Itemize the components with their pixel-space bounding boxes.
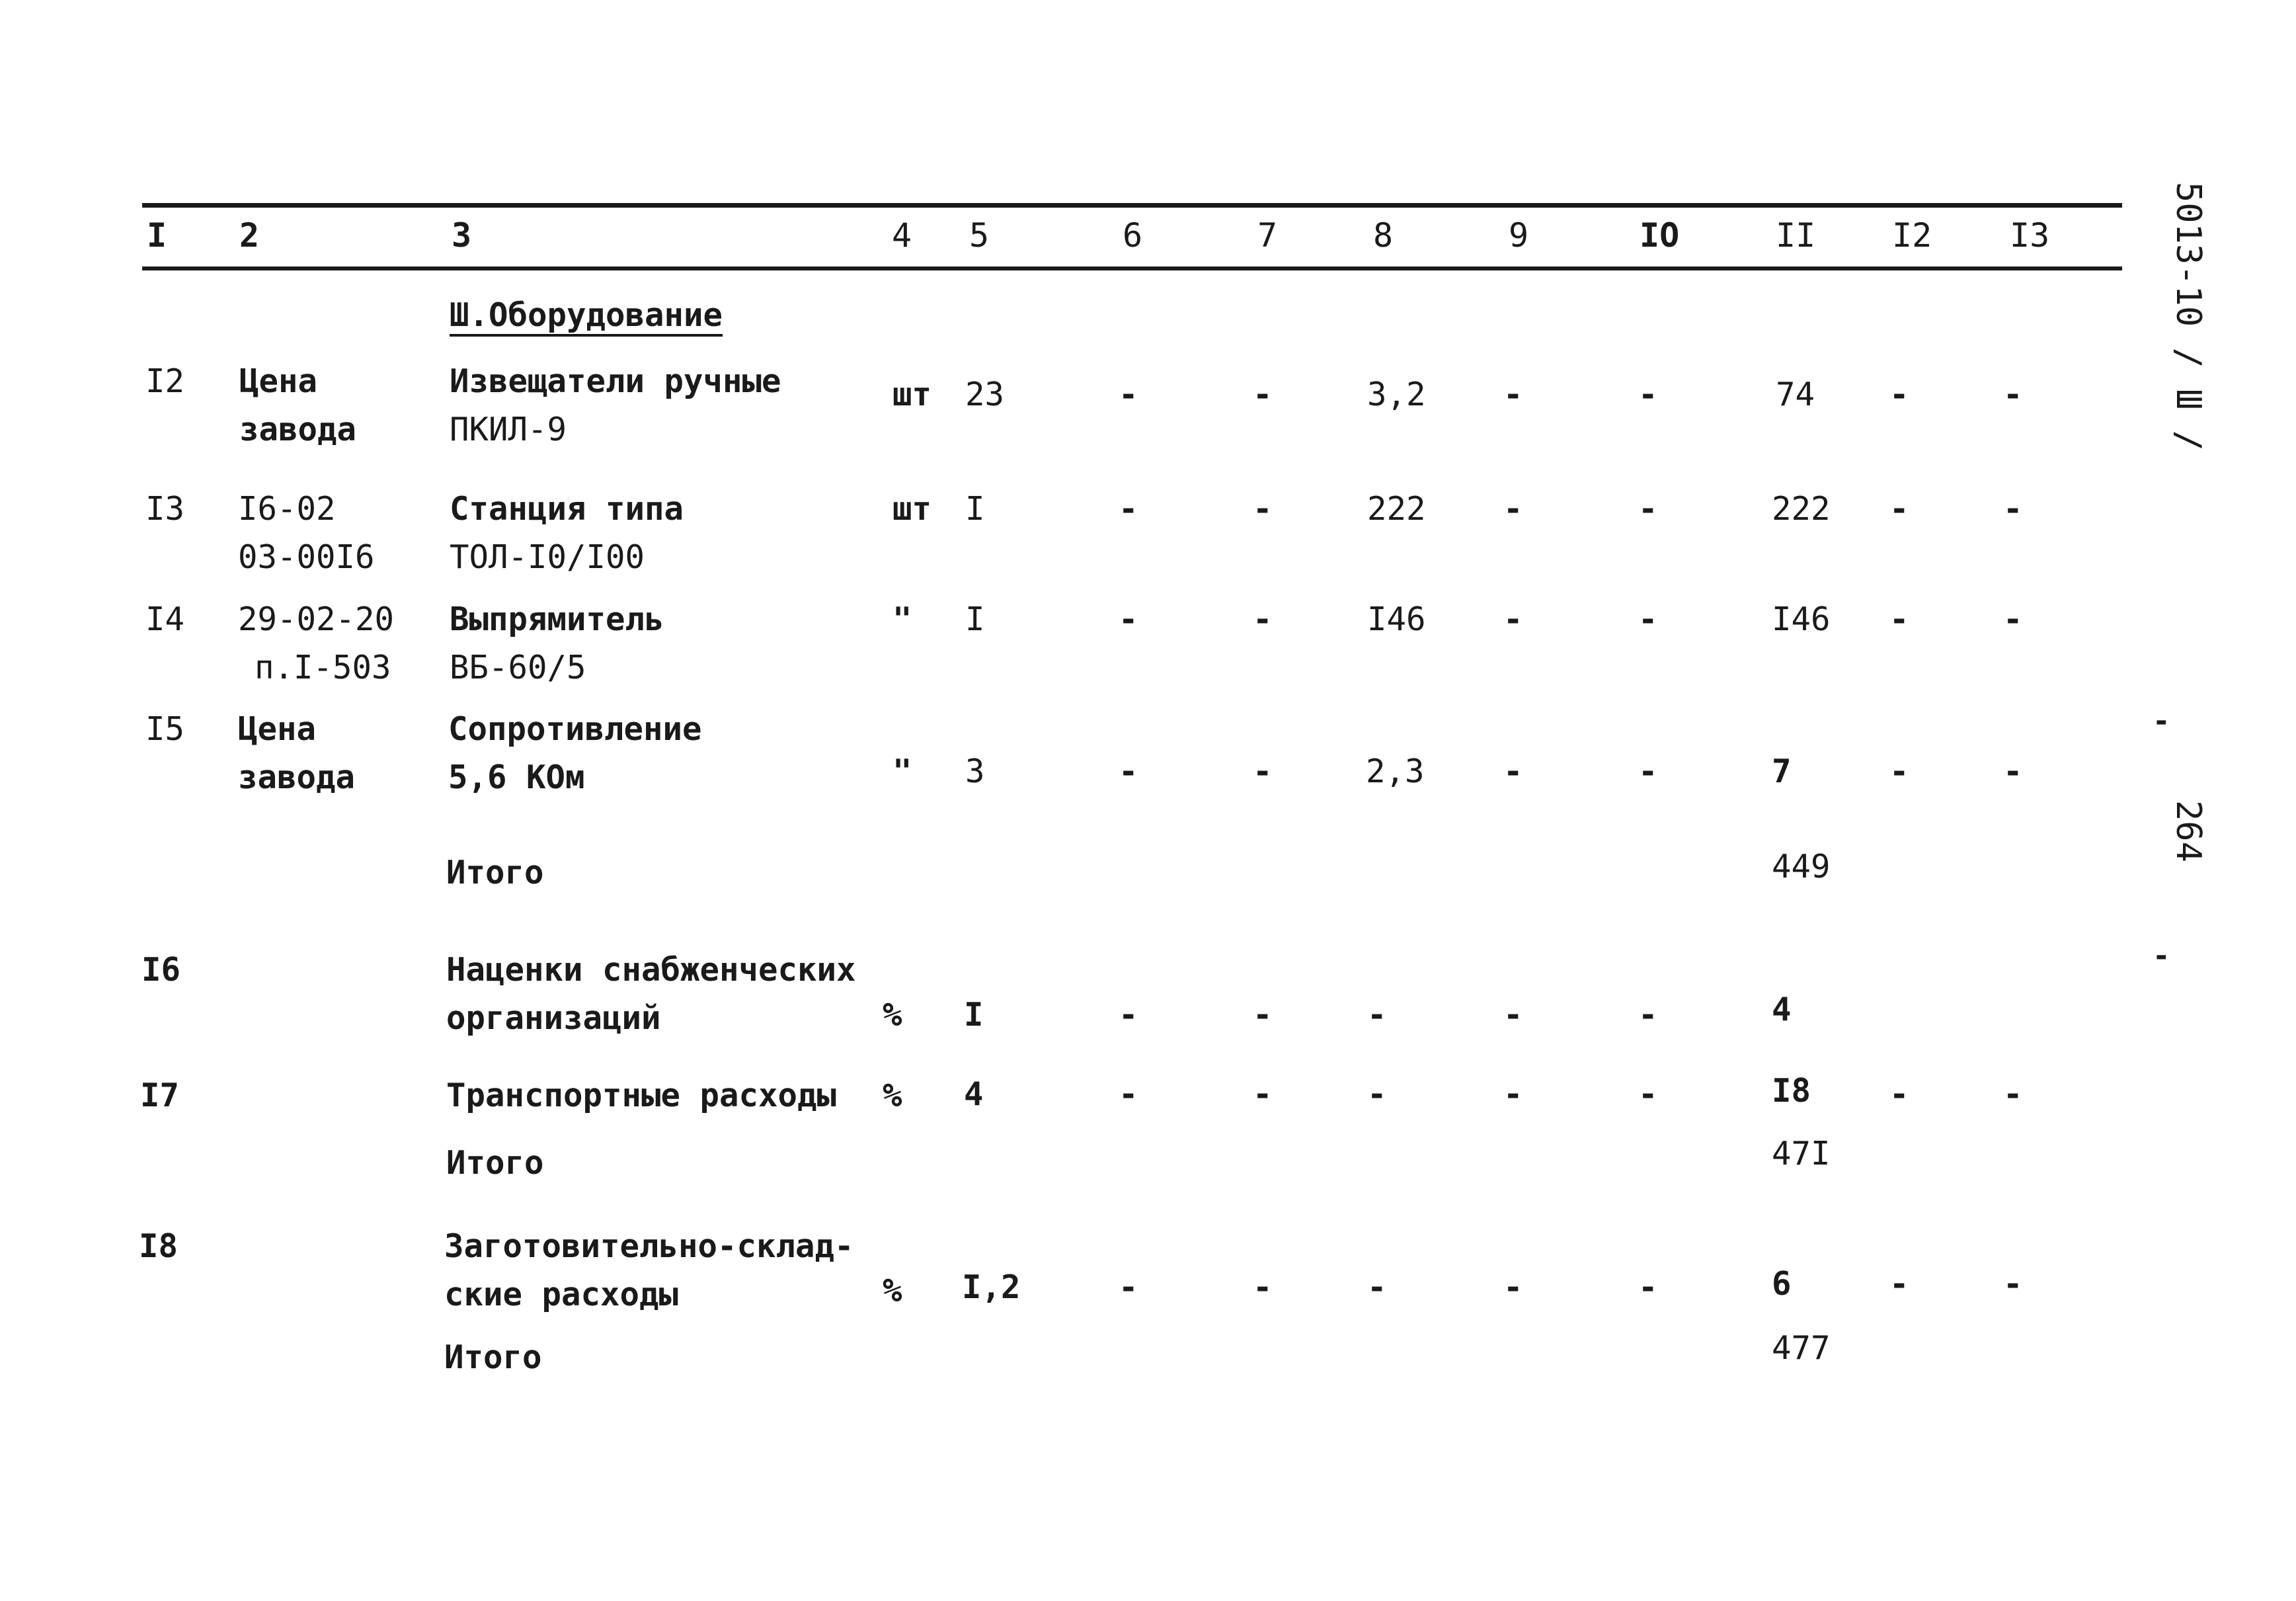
cell: - [1253, 1075, 1273, 1113]
header-bottom-rule [142, 267, 2122, 270]
page-number: 264 [2168, 800, 2208, 862]
cell: - [1503, 753, 1523, 790]
price-basis: завода [238, 759, 356, 796]
price-basis: 03-00I6 [238, 538, 375, 576]
cell: - [1638, 1268, 1658, 1306]
cell: - [1503, 1075, 1523, 1113]
row-number: I8 [139, 1227, 178, 1265]
document-code: 5013-10 / Ш / [2168, 182, 2208, 451]
item-name: Выпрямитель [450, 600, 664, 638]
cell: - [1253, 490, 1273, 528]
col-header-2: 2 [239, 216, 260, 255]
subtotal-label: Итого [446, 854, 544, 891]
col-header-9: 9 [1509, 216, 1529, 255]
cell: - [1638, 753, 1658, 790]
subtotal-value: 47I [1772, 1135, 1831, 1172]
item-name: Наценки снабженческих [446, 951, 856, 989]
cell: - [1503, 490, 1523, 528]
total-cost: 7 [1772, 753, 1792, 790]
cell: - [2003, 490, 2023, 528]
total-cost: I46 [1772, 600, 1831, 638]
col-header-8: 8 [1373, 216, 1394, 255]
col-header-4: 4 [892, 216, 912, 255]
cell: - [1253, 1268, 1273, 1306]
cell: - [1503, 376, 1523, 413]
total-cost: 222 [1772, 490, 1831, 528]
unit: " [892, 753, 912, 790]
cell: - [2003, 753, 2023, 790]
item-name: 5,6 КОм [448, 759, 585, 796]
quantity: I [964, 996, 984, 1034]
cell: - [1253, 376, 1273, 413]
cell: - [1638, 490, 1658, 528]
col-header-13: I3 [2010, 216, 2050, 255]
cell: - [1119, 490, 1138, 528]
total-cost: 6 [1772, 1265, 1792, 1303]
cell: - [1889, 600, 1909, 638]
cell: - [1638, 996, 1658, 1034]
cell: - [1367, 996, 1387, 1034]
subtotal-value: 477 [1772, 1329, 1831, 1367]
unit-price: 222 [1367, 490, 1426, 528]
col-header-7: 7 [1257, 216, 1278, 255]
row-number: I4 [145, 600, 185, 638]
price-basis: п.I-503 [255, 649, 391, 686]
item-name: ПКИЛ-9 [450, 411, 567, 448]
unit: % [883, 1272, 902, 1309]
cell: - [1889, 1075, 1909, 1113]
row-number: I2 [145, 362, 185, 400]
total-cost: I8 [1772, 1072, 1811, 1110]
cell: - [1638, 376, 1658, 413]
subtotal-label: Итого [444, 1338, 542, 1376]
item-name: ВБ-60/5 [450, 649, 586, 686]
cell: - [1638, 600, 1658, 638]
cell: - [1889, 490, 1909, 528]
price-basis: Цена [238, 710, 317, 748]
cell: - [1367, 1268, 1387, 1306]
cell: - [1503, 600, 1523, 638]
col-header-5: 5 [969, 216, 990, 255]
col-header-3: 3 [452, 216, 472, 255]
cell: - [1503, 1268, 1523, 1306]
cell: - [1119, 600, 1138, 638]
col-header-6: 6 [1123, 216, 1143, 255]
cell: - [1889, 376, 1909, 413]
cell: - [1367, 1075, 1387, 1113]
margin-dash: - [2153, 704, 2170, 738]
unit-price: 3,2 [1367, 376, 1426, 413]
cell: - [1638, 1075, 1658, 1113]
col-header-11: II [1776, 216, 1816, 255]
col-header-10: IO [1640, 216, 1680, 255]
cell: - [2003, 1265, 2023, 1303]
cell: - [2003, 1075, 2023, 1113]
quantity: 4 [964, 1075, 984, 1113]
cell: - [1253, 753, 1273, 790]
cell: - [1119, 996, 1138, 1034]
item-name: Извещатели ручные [450, 362, 781, 400]
cell: - [1253, 600, 1273, 638]
unit-price: I46 [1367, 600, 1426, 638]
item-name: Транспортные расходы [446, 1077, 837, 1114]
item-name: организаций [446, 999, 661, 1037]
quantity: 3 [965, 753, 985, 790]
item-name: ТОЛ-I0/I00 [450, 538, 645, 576]
cell: - [1253, 996, 1273, 1034]
item-name: ские расходы [444, 1276, 679, 1313]
section-title: Ш.Оборудование [450, 296, 723, 334]
cell: - [1503, 996, 1523, 1034]
unit: % [883, 1077, 902, 1114]
total-cost: 4 [1772, 991, 1792, 1028]
unit: " [892, 600, 912, 638]
item-name: Станция типа [450, 490, 684, 528]
cell: - [1119, 1075, 1138, 1113]
unit-price: 2,3 [1366, 753, 1425, 790]
header-top-rule [142, 203, 2122, 208]
row-number: I7 [140, 1077, 180, 1114]
item-name: Сопротивление [448, 710, 702, 748]
row-number: I5 [145, 710, 185, 748]
cell: - [1119, 376, 1138, 413]
price-basis: I6-02 [238, 490, 336, 528]
cell: - [2003, 376, 2023, 413]
subtotal-label: Итого [446, 1144, 544, 1182]
margin-dash: - [2153, 939, 2170, 973]
cell: - [1119, 753, 1138, 790]
quantity: I,2 [962, 1268, 1021, 1306]
row-number: I3 [145, 490, 185, 528]
total-cost: 74 [1776, 376, 1815, 413]
col-header-12: I2 [1892, 216, 1932, 255]
quantity: I [965, 490, 985, 528]
price-basis: Цена [239, 362, 318, 400]
cell: - [1889, 753, 1909, 790]
item-name: Заготовительно-склад- [444, 1227, 854, 1265]
unit: шт [892, 376, 932, 413]
row-number: I6 [141, 951, 181, 989]
unit: % [883, 996, 902, 1034]
cell: - [2003, 600, 2023, 638]
quantity: 23 [965, 376, 1005, 413]
price-basis: завода [239, 411, 357, 448]
unit: шт [892, 490, 932, 528]
cell: - [1119, 1268, 1138, 1306]
cell: - [1889, 1265, 1909, 1303]
quantity: I [965, 600, 985, 638]
subtotal-value: 449 [1772, 848, 1831, 885]
col-header-1: I [147, 216, 167, 255]
price-basis: 29-02-20 [238, 600, 395, 638]
